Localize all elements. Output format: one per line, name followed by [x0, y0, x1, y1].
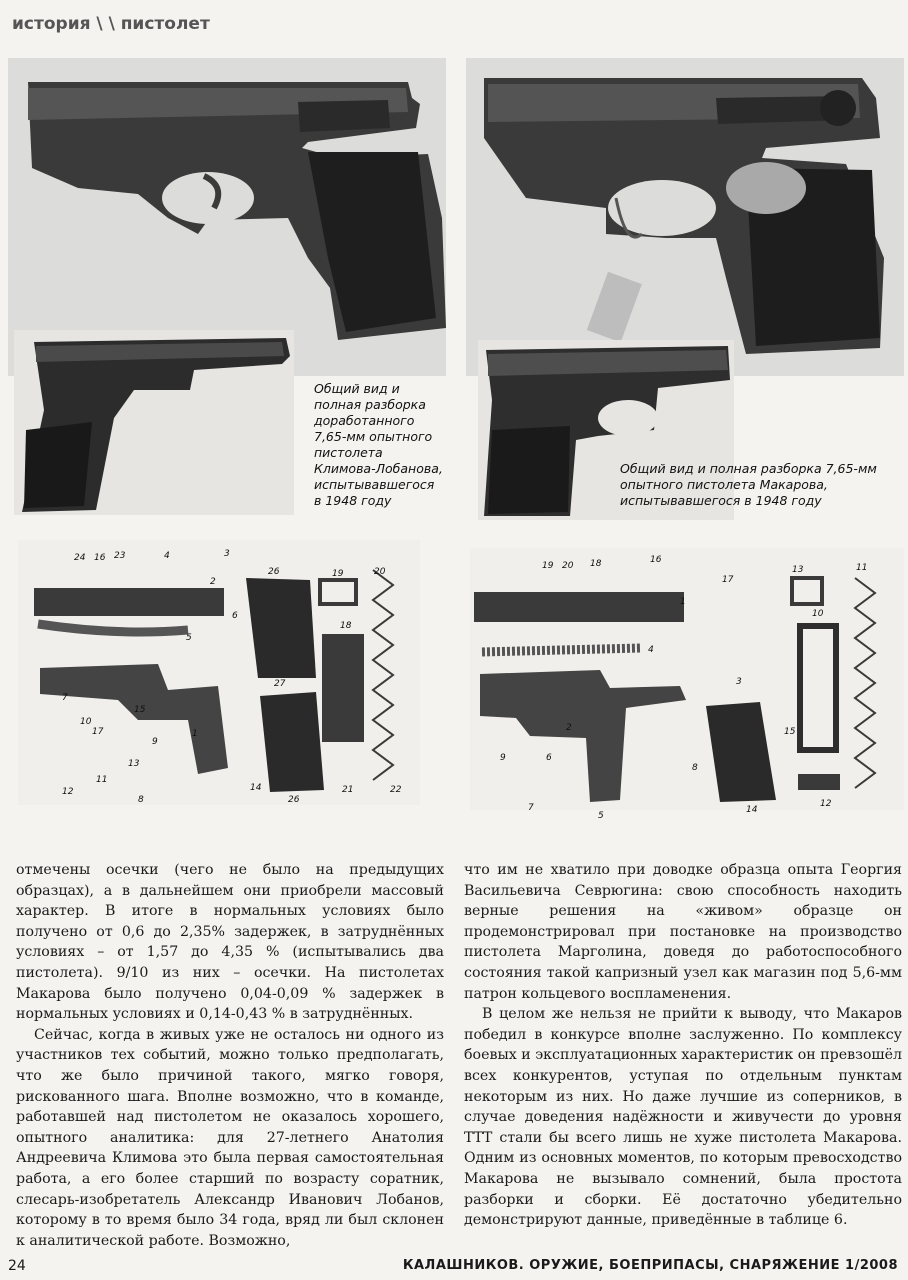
part-label: 16	[94, 553, 106, 563]
makarov-pistol-photo	[466, 58, 904, 376]
left-text-column	[16, 860, 444, 1251]
paragraph: что им не хватило при доводке образца опыта Георгия Васильевича Севрюгина: свою способность находить верные решения на «живом» образце он продемонстрировал при постановке на производство пистолета Марголина, доведя до работоспособного состояния такой капризный узел как магазин под 5,6-мм патрон кольцевого воспламенения.	[464, 862, 902, 1002]
klimov-pistol-photo	[8, 58, 446, 376]
makarov-caption: Общий вид и полная разборка 7,65-мм опытного пистолета Макарова, испытывавшегося в 1948 году	[620, 461, 877, 508]
part-label: 5	[186, 633, 192, 643]
part-label: 26	[288, 795, 300, 805]
part-label: 5	[598, 811, 604, 821]
part-label: 13	[128, 759, 140, 769]
part-label: 22	[390, 785, 402, 795]
part-label: 16	[650, 555, 662, 565]
part-label: 13	[792, 565, 804, 575]
paragraph: отмечены осечки (чего не было на предыдущих образцах), а в дальнейшем они приобрели массовый характер. В итоге в нормальных условиях было получено от 0,6 до 2,35% задержек, в затруднённых условиях – от 1,57 до 4,35 % (испытывались два пистолета). 9/10 из них – осечки. На пистолетах Макарова было получено 0,04-0,09 % задержек в нормальных условиях и 0,14-0,43 % в затруднённых.	[16, 862, 444, 1023]
part-label: 10	[812, 609, 824, 619]
part-label: 21	[342, 785, 354, 795]
part-label: 26	[268, 567, 280, 577]
part-label: 2	[210, 577, 216, 587]
part-label: 1	[192, 729, 198, 739]
part-label: 17	[722, 575, 734, 585]
part-label: 12	[62, 787, 74, 797]
part-label: 9	[152, 737, 158, 747]
paragraph: В целом же нельзя не прийти к выводу, что Макаров победил в конкурсе вполне заслуженно. По комплексу боевых и эксплуатационных характеристик он превзошёл всех конкурентов, уступая по отдельным пунктам некоторым из них. Но даже лучшие из соперников, в случае доведения надёжности и живучести до уровня ТТТ стали бы всего лишь не хуже пистолета Макарова. Одним из основных моментов, по которым превосходство Макарова не вызывало сомнений, была простота разборки и сборки. Её достаточно убедительно демонстрируют данные, приведённые в таблице 6.	[464, 1006, 902, 1229]
part-label: 27	[274, 679, 286, 689]
part-label: 1	[680, 597, 686, 607]
part-label: 3	[224, 549, 230, 559]
part-label: 17	[92, 727, 104, 737]
klimov-caption: Общий вид и полная разборка доработанного 7,65-мм опытного пистолета Климова-Лобанова, испытывавшегося в 1948 году	[314, 381, 443, 508]
part-label: 6	[546, 753, 552, 763]
part-label: 2	[566, 723, 572, 733]
part-label: 19	[332, 569, 344, 579]
makarov-parts-photo	[470, 548, 904, 821]
part-label: 8	[692, 763, 698, 773]
part-label: 18	[590, 559, 602, 569]
paragraph: Сейчас, когда в живых уже не осталось ни одного из участников тех событий, можно только предполагать, что же было причиной такого, мягко говоря, рискованного шага. Вполне возможно, что в команде, работавшей над пистолетом не оказалось хорошего, опытного аналитика: для 27-летнего Анатолия Андреевича Климова это была первая самостоятельная работа, а его более старший по возрасту соратник, слесарь-изобретатель Александр Иванович Лобанов, которому в то время было 34 года, вряд ли был склонен к аналитической работе. Возможно,	[16, 1026, 444, 1249]
klimov-pistol-small-photo	[14, 330, 294, 515]
part-label: 24	[74, 553, 86, 563]
part-label: 11	[856, 563, 868, 573]
part-label: 15	[134, 705, 146, 715]
part-label: 6	[232, 611, 238, 621]
part-label: 4	[648, 645, 654, 655]
part-label: 19	[542, 561, 554, 571]
part-label: 7	[528, 803, 534, 813]
right-text-column	[464, 860, 902, 1231]
part-label: 11	[96, 775, 108, 785]
part-label: 12	[820, 799, 832, 809]
page-number: 24	[8, 1258, 26, 1274]
part-label: 10	[80, 717, 92, 727]
part-label: 7	[62, 693, 68, 703]
magazine-title: КАЛАШНИКОВ. ОРУЖИЕ, БОЕПРИПАСЫ, СНАРЯЖЕНИЕ 1/2008	[402, 1258, 898, 1273]
part-label: 20	[374, 567, 386, 577]
part-label: 8	[138, 795, 144, 805]
part-label: 23	[114, 551, 126, 561]
part-label: 15	[784, 727, 796, 737]
klimov-parts-photo	[18, 540, 420, 805]
part-label: 20	[562, 561, 574, 571]
part-label: 4	[164, 551, 170, 561]
part-label: 14	[250, 783, 262, 793]
section-header: история \ \ пистолет	[12, 14, 210, 34]
part-label: 9	[500, 753, 506, 763]
part-label: 14	[746, 805, 758, 815]
part-label: 18	[340, 621, 352, 631]
part-label: 3	[736, 677, 742, 687]
